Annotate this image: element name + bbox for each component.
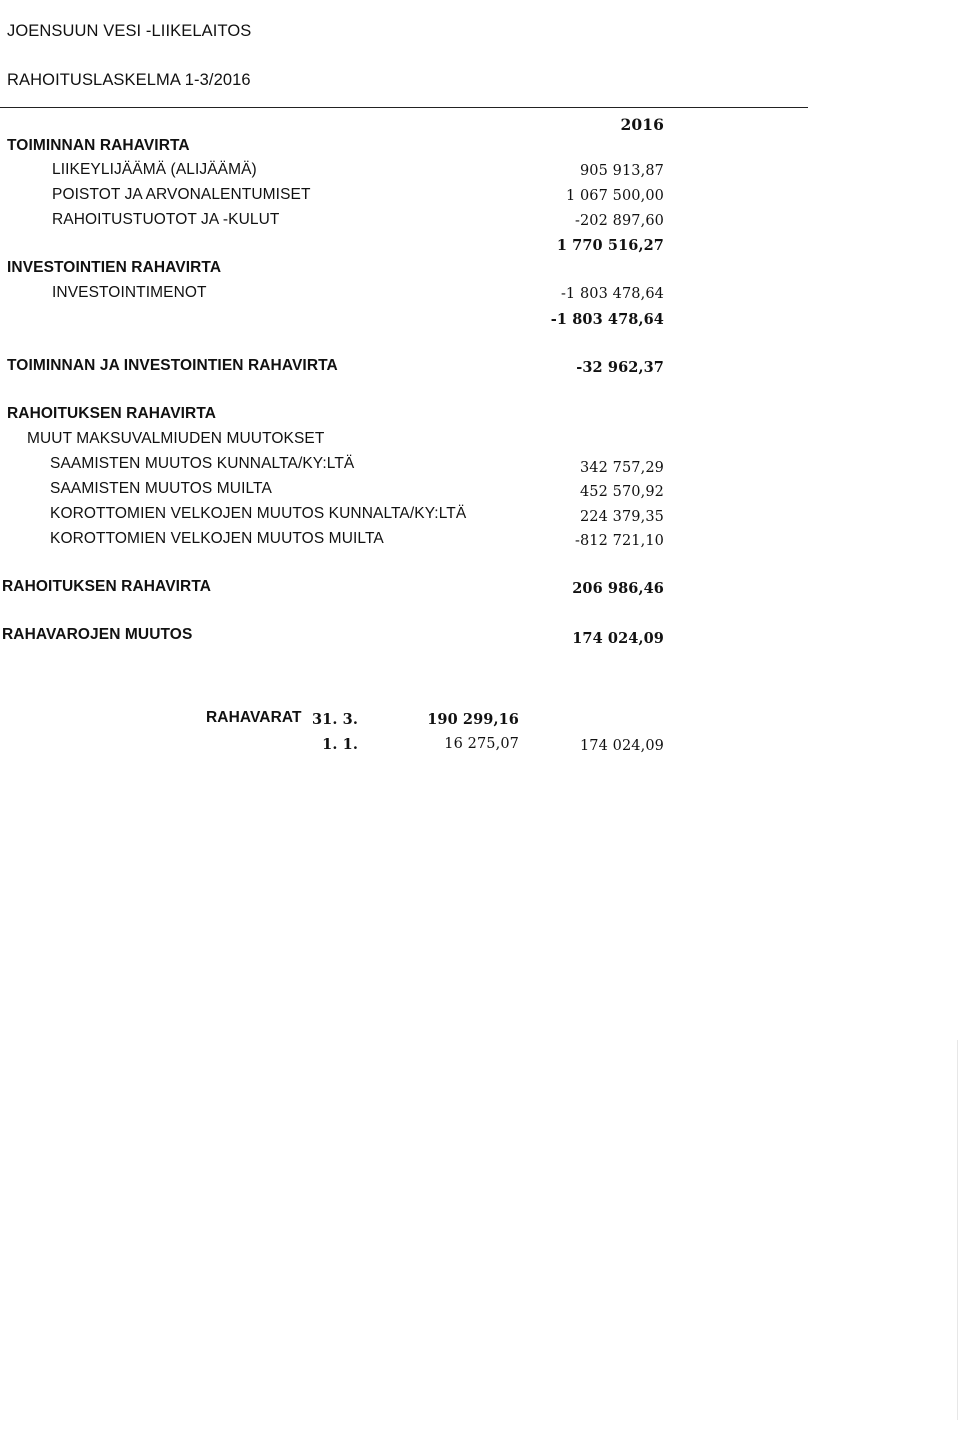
scan-edge-mark bbox=[957, 1040, 958, 1420]
financing-row-label: SAAMISTEN MUUTOS MUILTA bbox=[50, 480, 272, 497]
cash-balance-value-start: 16 275,07 bbox=[444, 736, 519, 752]
financing-row-value: -812 721,10 bbox=[574, 533, 664, 549]
cash-change-label: RAHAVAROJEN MUUTOS bbox=[2, 626, 193, 643]
financing-row-value: 224 379,35 bbox=[579, 509, 664, 525]
financing-row-value: 342 757,29 bbox=[579, 460, 664, 476]
financing-row-value: 452 570,92 bbox=[579, 484, 664, 500]
investing-row-value: -1 803 478,64 bbox=[560, 286, 664, 302]
operating-row-label: RAHOITUSTUOTOT JA -KULUT bbox=[52, 211, 280, 228]
financing-subheading: MUUT MAKSUVALMIUDEN MUUTOKSET bbox=[27, 430, 325, 447]
year-column-header: 2016 bbox=[620, 115, 664, 134]
operating-row-value: 905 913,87 bbox=[579, 163, 664, 179]
cash-balance-label: RAHAVARAT bbox=[206, 709, 302, 726]
financing-total-value: 206 986,46 bbox=[572, 580, 664, 597]
financing-row-label: SAAMISTEN MUUTOS KUNNALTA/KY:LTÄ bbox=[50, 455, 355, 472]
cash-balance-difference: 174 024,09 bbox=[579, 738, 664, 754]
cash-balance-date-end: 31. 3. bbox=[311, 711, 358, 728]
operating-heading: TOIMINNAN RAHAVIRTA bbox=[7, 137, 190, 154]
report-title: RAHOITUSLASKELMA 1-3/2016 bbox=[7, 71, 251, 89]
cash-balance-date-start: 1. 1. bbox=[322, 736, 358, 753]
investing-heading: INVESTOINTIEN RAHAVIRTA bbox=[7, 259, 222, 276]
investing-row-label: INVESTOINTIMENOT bbox=[52, 284, 207, 301]
cash-change-value: 174 024,09 bbox=[572, 630, 664, 647]
investing-total: -1 803 478,64 bbox=[550, 311, 664, 328]
financing-row-label: KOROTTOMIEN VELKOJEN MUUTOS KUNNALTA/KY:LTÄ bbox=[50, 505, 467, 522]
operating-row-value: 1 067 500,00 bbox=[565, 188, 664, 204]
operating-investing-value: -32 962,37 bbox=[576, 359, 664, 376]
operating-row-value: -202 897,60 bbox=[574, 213, 664, 229]
operating-investing-label: TOIMINNAN JA INVESTOINTIEN RAHAVIRTA bbox=[7, 357, 338, 374]
cash-balance-value-end: 190 299,16 bbox=[427, 711, 519, 728]
operating-total: 1 770 516,27 bbox=[556, 237, 664, 254]
financing-row-label: KOROTTOMIEN VELKOJEN MUUTOS MUILTA bbox=[50, 530, 384, 547]
header-divider bbox=[0, 107, 808, 108]
financing-heading: RAHOITUKSEN RAHAVIRTA bbox=[7, 405, 217, 422]
company-name: JOENSUUN VESI -LIIKELAITOS bbox=[7, 22, 252, 40]
operating-row-label: LIIKEYLIJÄÄMÄ (ALIJÄÄMÄ) bbox=[52, 161, 257, 178]
financing-total-label: RAHOITUKSEN RAHAVIRTA bbox=[2, 578, 212, 595]
operating-row-label: POISTOT JA ARVONALENTUMISET bbox=[52, 186, 311, 203]
